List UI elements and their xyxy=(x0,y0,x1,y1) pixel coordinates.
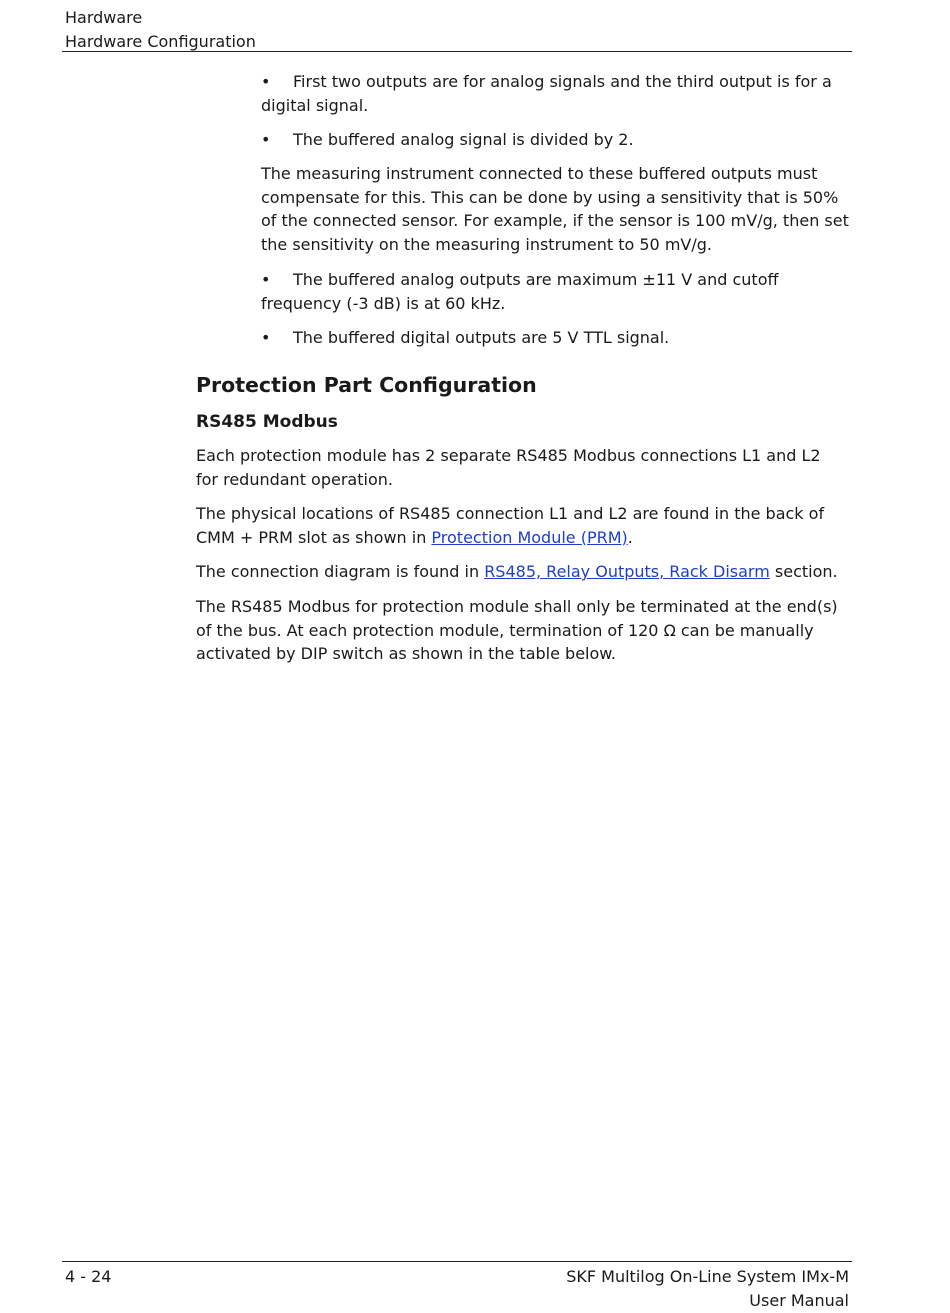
link-protection-module[interactable]: Protection Module (PRM) xyxy=(431,527,628,547)
bullet-marker: • xyxy=(261,130,271,149)
header-chapter: Hardware xyxy=(65,8,143,27)
bullet-item xyxy=(261,268,853,315)
bullet-text: The buffered digital outputs are 5 V TTL signal. xyxy=(293,328,670,347)
bullet-text: The buffered analog outputs are maximum ±11 V and cutoff frequency (-3 dB) is at 60 kHz. xyxy=(261,270,779,313)
page-number: 4 - 24 xyxy=(65,1267,112,1286)
footer-divider xyxy=(62,1261,852,1262)
subsection-heading: RS485 Modbus xyxy=(196,412,338,432)
bullet-marker: • xyxy=(261,72,271,91)
paragraph-text: . xyxy=(627,527,633,547)
bullet-text: The buffered analog signal is divided by 2. xyxy=(293,130,634,149)
paragraph-text: The physical locations of RS485 connection L1 and L2 are found in the back of CMM + PRM slot as shown in xyxy=(196,504,825,547)
section-heading: Protection Part Configuration xyxy=(196,373,537,397)
header-section: Hardware Configuration xyxy=(65,32,256,51)
bullet-item xyxy=(261,326,853,350)
header-divider xyxy=(62,51,852,52)
footer-product-name: SKF Multilog On-Line System IMx-M xyxy=(566,1267,849,1286)
header-titles xyxy=(65,6,256,54)
bullet-text: First two outputs are for analog signals and the third output is for a digital signal. xyxy=(261,72,832,115)
paragraph-physical-locations xyxy=(196,502,848,549)
paragraph-termination: The RS485 Modbus for protection module shall only be terminated at the end(s) of the bus. At each protection module, termination of 120 Ω can be manually activated by DIP switch as shown in the table below. xyxy=(196,597,838,663)
footer-doc-type: User Manual xyxy=(749,1291,849,1310)
paragraph-text: The connection diagram is found in xyxy=(196,562,485,581)
bullet-item xyxy=(261,70,853,117)
bullet-item xyxy=(261,128,853,152)
bullet-marker: • xyxy=(261,328,271,347)
compensate-paragraph: The measuring instrument connected to these buffered outputs must compensate for this. This can be done by using a sensitivity that is 50% of the connected sensor. For example, if the sensor is 100 mV/g, then set the sensitivity on the measuring instrument to 50 mV/g. xyxy=(261,164,849,254)
link-rs485-relay-outputs[interactable]: RS485, Relay Outputs, Rack Disarm xyxy=(484,562,770,581)
paragraph-text: section. xyxy=(769,562,838,581)
paragraph-connections: Each protection module has 2 separate RS485 Modbus connections L1 and L2 for redundant operation. xyxy=(196,446,821,489)
bullet-marker: • xyxy=(261,270,271,289)
paragraph-connection-diagram xyxy=(196,560,848,584)
